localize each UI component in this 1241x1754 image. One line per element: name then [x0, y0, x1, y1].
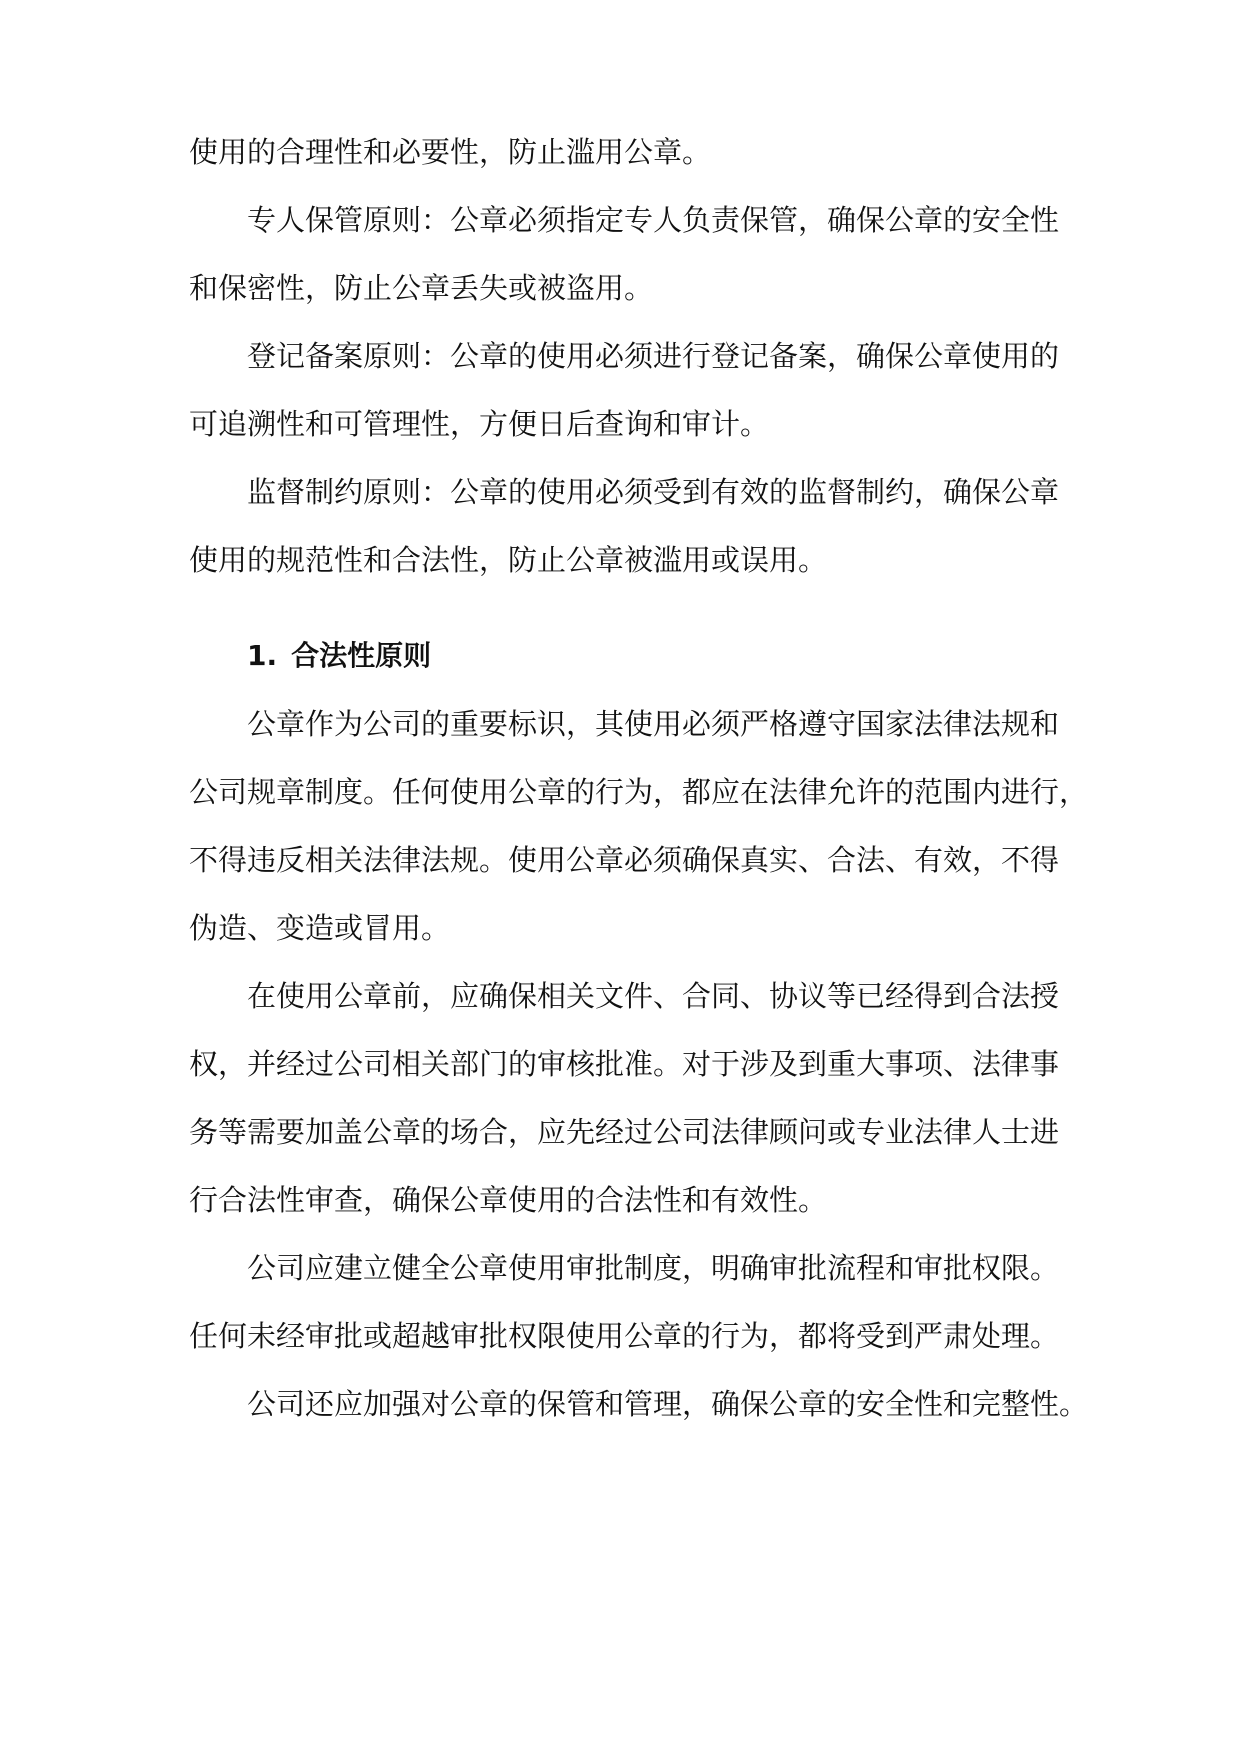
paragraph-line: 权，并经过公司相关部门的审核批准。对于涉及到重大事项、法律事 [189, 1047, 1060, 1081]
paragraph-line: 公司应建立健全公章使用审批制度，明确审批流程和审批权限。 [247, 1251, 1060, 1285]
paragraph-line: 登记备案原则：公章的使用必须进行登记备案，确保公章使用的 [247, 339, 1060, 373]
section-heading [247, 636, 431, 676]
paragraph-line: 行合法性审查，确保公章使用的合法性和有效性。 [189, 1183, 828, 1217]
paragraph-line: 公司规章制度。任何使用公章的行为，都应在法律允许的范围内进行， [189, 775, 1089, 809]
paragraph-line: 务等需要加盖公章的场合，应先经过公司法律顾问或专业法律人士进 [189, 1115, 1060, 1149]
section-number: 1. [247, 639, 278, 672]
paragraph-line: 使用的规范性和合法性，防止公章被滥用或误用。 [189, 543, 828, 577]
paragraph-line: 使用的合理性和必要性，防止滥用公章。 [189, 135, 712, 169]
paragraph-line: 伪造、变造或冒用。 [189, 911, 451, 945]
paragraph-line: 可追溯性和可管理性，方便日后查询和审计。 [189, 407, 770, 441]
paragraph-line: 公章作为公司的重要标识，其使用必须严格遵守国家法律法规和 [247, 707, 1060, 741]
section-title: 合法性原则 [291, 639, 432, 672]
paragraph-line: 不得违反相关法律法规。使用公章必须确保真实、合法、有效，不得 [189, 843, 1060, 877]
paragraph-line: 公司还应加强对公章的保管和管理，确保公章的安全性和完整性。 [247, 1387, 1089, 1421]
paragraph-line: 和保密性，防止公章丢失或被盗用。 [189, 271, 654, 305]
paragraph-line: 监督制约原则：公章的使用必须受到有效的监督制约，确保公章 [247, 475, 1060, 509]
paragraph-line: 在使用公章前，应确保相关文件、合同、协议等已经得到合法授 [247, 979, 1060, 1013]
paragraph-line: 专人保管原则：公章必须指定专人负责保管，确保公章的安全性 [247, 203, 1060, 237]
paragraph-line: 任何未经审批或超越审批权限使用公章的行为，都将受到严肃处理。 [189, 1319, 1060, 1353]
